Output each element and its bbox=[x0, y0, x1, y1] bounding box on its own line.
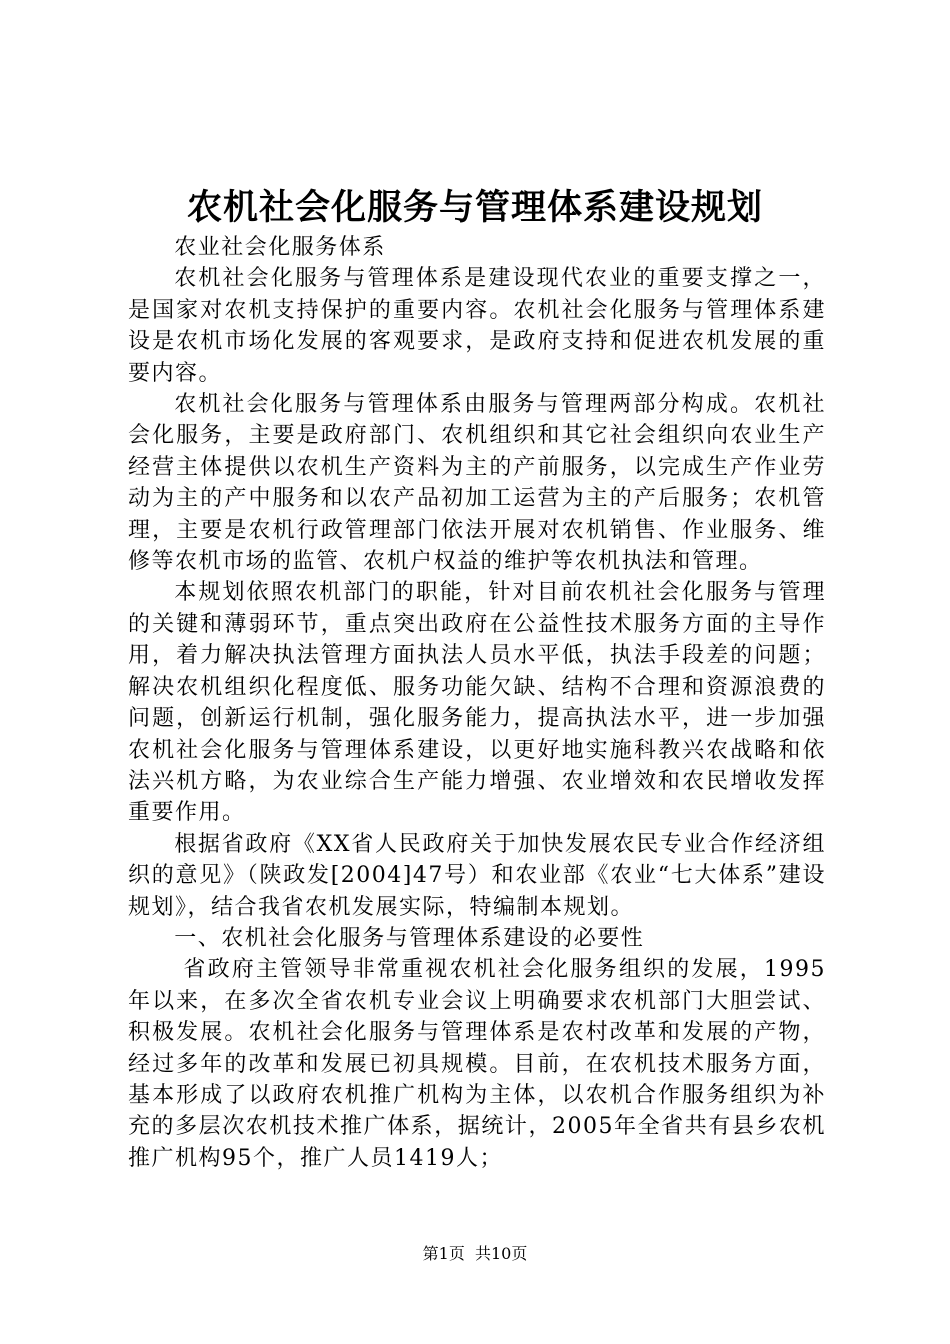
document-body bbox=[128, 232, 826, 1174]
paragraph: 农机社会化服务与管理体系是建设现代农业的重要支撑之一，是国家对农机支持保护的重要内容。农机社会化服务与管理体系建设是农机市场化发展的客观要求，是政府支持和促进农机发展的重要内容。 bbox=[128, 266, 826, 386]
paragraph: 根据省政府《XX省人民政府关于加快发展农民专业合作经济组织的意见》（陕政发[2004]47号）和农业部《农业“七大体系”建设规划》，结合我省农机发展实际，特编制本规划。 bbox=[128, 831, 826, 920]
paragraph: 本规划依照农机部门的职能，针对目前农机社会化服务与管理的关键和薄弱环节，重点突出政府在公益性技术服务方面的主导作用，着力解决执法管理方面执法人员水平低，执法手段差的问题；解决农机组织化程度低、服务功能欠缺、结构不合理和资源浪费的问题，创新运行机制，强化服务能力，提高执法水平，进一步加强农机社会化服务与管理体系建设，以更好地实施科教兴农战略和依法兴机方略，为农业综合生产能力增强、农业增效和农民增收发挥重要作用。 bbox=[128, 580, 826, 826]
page-footer: 第1页 共10页 bbox=[422, 1244, 528, 1263]
paragraph: 农机社会化服务与管理体系由服务与管理两部分构成。农机社会化服务，主要是政府部门、农机组织和其它社会组织向农业生产经营主体提供以农机生产资料为主的产前服务，以完成生产作业劳动为主的产中服务和以农产品初加工运营为主的产后服务；农机管理，主要是农机行政管理部门依法开展对农机销售、作业服务、维修等农机市场的监管、农机户权益的维护等农机执法和管理。 bbox=[128, 392, 826, 575]
document-title: 农机社会化服务与管理体系建设规划 bbox=[186, 187, 763, 228]
paragraph-subtitle: 农业社会化服务体系 bbox=[174, 235, 386, 260]
paragraph: 省政府主管领导非常重视农机社会化服务组织的发展，1995年以来，在多次全省农机专业会议上明确要求农机部门大胆尝试、积极发展。农机社会化服务与管理体系是农村改革和发展的产物，经过多年的改革和发展已初具规模。目前，在农机技术服务方面，基本形成了以政府农机推广机构为主体，以农机合作服务组织为补充的多层次农机技术推广体系，据统计，2005年全省共有县乡农机推广机构95个，推广人员1419人； bbox=[128, 957, 826, 1171]
section-heading: 一、农机社会化服务与管理体系建设的必要性 bbox=[174, 925, 645, 951]
